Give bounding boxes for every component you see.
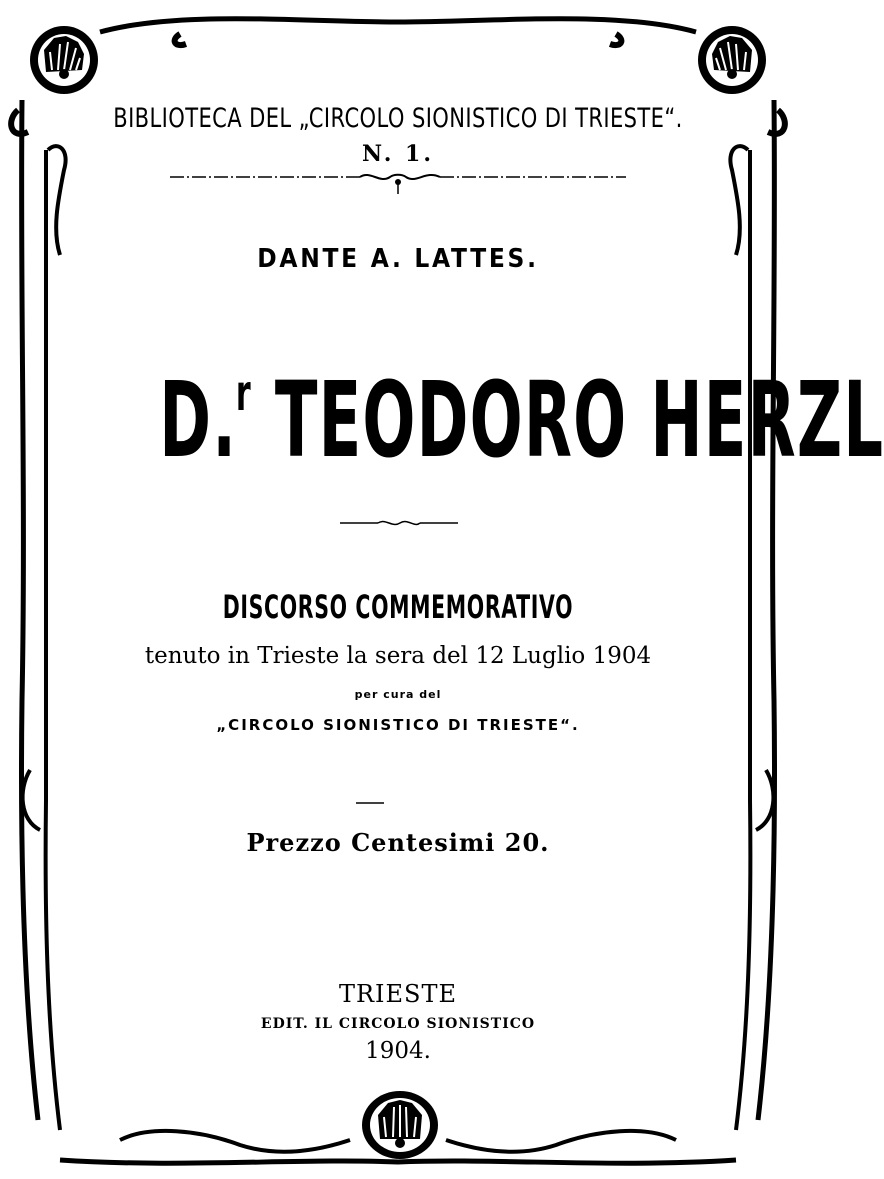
series-title: BIBLIOTECA DEL „CIRCOLO SIONISTICO DI TRIESTE“. [113, 103, 683, 134]
price-line: Prezzo Centesimi 20. [246, 828, 550, 857]
title-prefix: D. [159, 359, 238, 481]
author-name: DANTE A. LATTES. [257, 244, 539, 274]
ornamental-rule-top [170, 175, 626, 194]
series-number: N. 1. [362, 141, 434, 167]
organization-line: „CIRCOLO SIONISTICO DI TRIESTE“. [216, 716, 580, 734]
city: TRIESTE [338, 980, 458, 1008]
ornamental-rule-middle [340, 522, 458, 525]
bottom-fan-ornament [362, 1091, 438, 1159]
title-name: TEODORO HERZL [274, 359, 884, 481]
care-line: per cura del [354, 688, 442, 701]
held-line: tenuto in Trieste la sera del 12 Luglio 1904 [144, 643, 652, 669]
publisher: EDIT. IL CIRCOLO SIONISTICO [260, 1016, 536, 1032]
main-title [159, 359, 884, 481]
year: 1904. [365, 1038, 431, 1064]
title-superscript: r [235, 364, 252, 422]
corner-fan-ornament-top-right [698, 26, 766, 94]
corner-fan-ornament-top-left [30, 26, 98, 94]
subtitle: DISCORSO COMMEMORATIVO [222, 588, 574, 626]
